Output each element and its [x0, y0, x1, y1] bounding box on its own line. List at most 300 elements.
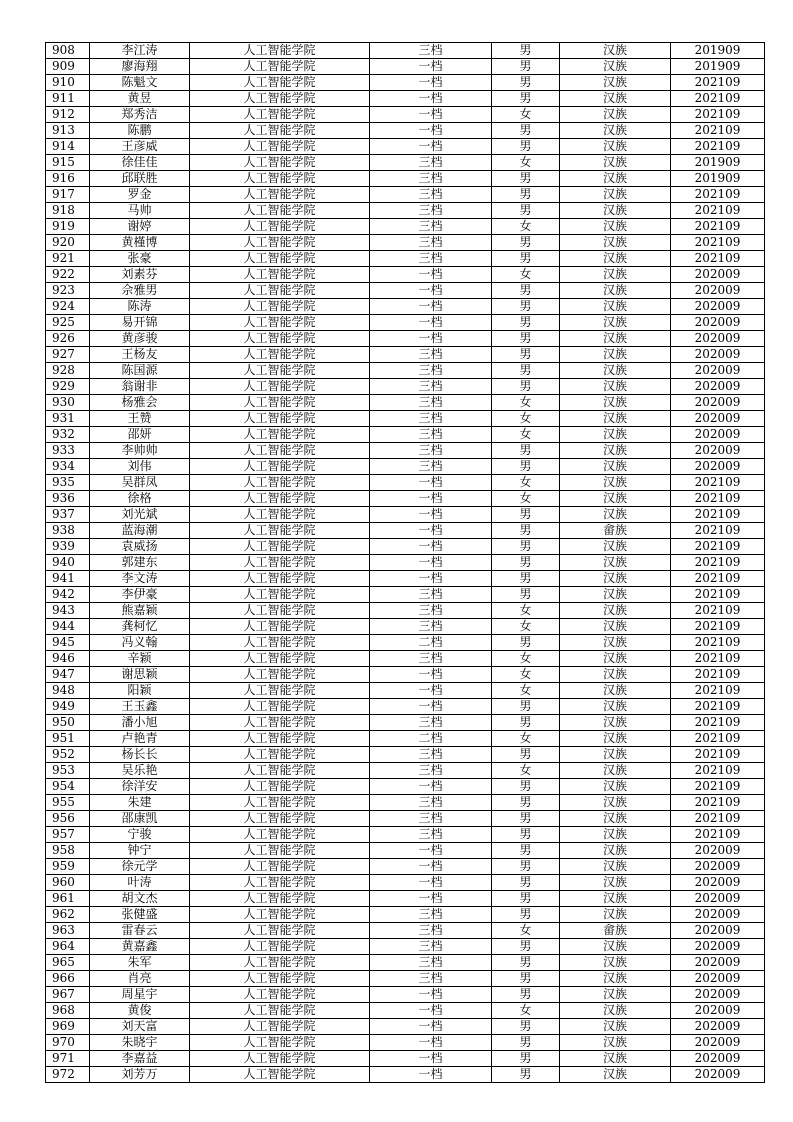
- enrollment-cell: 201909: [671, 59, 765, 75]
- table-row: [46, 923, 765, 939]
- enrollment-cell: 202109: [671, 779, 765, 795]
- ethnicity-cell: 汉族: [560, 155, 671, 171]
- ethnicity-cell: 汉族: [560, 219, 671, 235]
- name-cell: 王彦威: [90, 139, 190, 155]
- name-cell: 黄嘉鑫: [90, 939, 190, 955]
- gender-cell: 男: [492, 379, 560, 395]
- name-cell: 黄槿博: [90, 235, 190, 251]
- enrollment-cell: 202009: [671, 1003, 765, 1019]
- name-cell: 吴群凤: [90, 475, 190, 491]
- name-cell: 徐洋安: [90, 779, 190, 795]
- table-row: [46, 459, 765, 475]
- table-row: [46, 347, 765, 363]
- college-cell: 人工智能学院: [190, 171, 370, 187]
- college-cell: 人工智能学院: [190, 923, 370, 939]
- grade-level-cell: 三档: [370, 827, 492, 843]
- row-number-cell: 927: [46, 347, 90, 363]
- table-row: [46, 507, 765, 523]
- enrollment-cell: 202109: [671, 219, 765, 235]
- grade-level-cell: 一档: [370, 667, 492, 683]
- enrollment-cell: 201909: [671, 43, 765, 59]
- name-cell: 雷春云: [90, 923, 190, 939]
- row-number-cell: 961: [46, 891, 90, 907]
- college-cell: 人工智能学院: [190, 811, 370, 827]
- enrollment-cell: 202009: [671, 843, 765, 859]
- college-cell: 人工智能学院: [190, 1035, 370, 1051]
- gender-cell: 男: [492, 555, 560, 571]
- name-cell: 辛颖: [90, 651, 190, 667]
- row-number-cell: 909: [46, 59, 90, 75]
- name-cell: 谢婷: [90, 219, 190, 235]
- table-row: [46, 203, 765, 219]
- name-cell: 朱建: [90, 795, 190, 811]
- grade-level-cell: 三档: [370, 251, 492, 267]
- table-row: [46, 187, 765, 203]
- grade-level-cell: 三档: [370, 747, 492, 763]
- table-row: [46, 91, 765, 107]
- table-row: [46, 235, 765, 251]
- row-number-cell: 963: [46, 923, 90, 939]
- row-number-cell: 935: [46, 475, 90, 491]
- college-cell: 人工智能学院: [190, 491, 370, 507]
- table-row: [46, 363, 765, 379]
- enrollment-cell: 202009: [671, 379, 765, 395]
- college-cell: 人工智能学院: [190, 123, 370, 139]
- ethnicity-cell: 汉族: [560, 379, 671, 395]
- ethnicity-cell: 汉族: [560, 459, 671, 475]
- row-number-cell: 908: [46, 43, 90, 59]
- college-cell: 人工智能学院: [190, 779, 370, 795]
- name-cell: 钟宁: [90, 843, 190, 859]
- table-row: [46, 619, 765, 635]
- college-cell: 人工智能学院: [190, 75, 370, 91]
- gender-cell: 男: [492, 827, 560, 843]
- grade-level-cell: 二档: [370, 635, 492, 651]
- college-cell: 人工智能学院: [190, 875, 370, 891]
- college-cell: 人工智能学院: [190, 1019, 370, 1035]
- name-cell: 朱晓宇: [90, 1035, 190, 1051]
- gender-cell: 男: [492, 59, 560, 75]
- gender-cell: 男: [492, 859, 560, 875]
- name-cell: 熊嘉颖: [90, 603, 190, 619]
- gender-cell: 男: [492, 811, 560, 827]
- enrollment-cell: 202009: [671, 315, 765, 331]
- enrollment-cell: 202109: [671, 475, 765, 491]
- table-row: [46, 843, 765, 859]
- gender-cell: 女: [492, 683, 560, 699]
- table-row: [46, 651, 765, 667]
- grade-level-cell: 三档: [370, 459, 492, 475]
- college-cell: 人工智能学院: [190, 235, 370, 251]
- name-cell: 宁骏: [90, 827, 190, 843]
- row-number-cell: 942: [46, 587, 90, 603]
- college-cell: 人工智能学院: [190, 363, 370, 379]
- gender-cell: 女: [492, 667, 560, 683]
- college-cell: 人工智能学院: [190, 475, 370, 491]
- gender-cell: 男: [492, 795, 560, 811]
- college-cell: 人工智能学院: [190, 971, 370, 987]
- table-row: [46, 555, 765, 571]
- gender-cell: 女: [492, 427, 560, 443]
- name-cell: 叶涛: [90, 875, 190, 891]
- row-number-cell: 946: [46, 651, 90, 667]
- enrollment-cell: 202109: [671, 203, 765, 219]
- name-cell: 易开锦: [90, 315, 190, 331]
- grade-level-cell: 二档: [370, 731, 492, 747]
- grade-level-cell: 三档: [370, 619, 492, 635]
- row-number-cell: 945: [46, 635, 90, 651]
- college-cell: 人工智能学院: [190, 107, 370, 123]
- enrollment-cell: 202009: [671, 987, 765, 1003]
- ethnicity-cell: 汉族: [560, 779, 671, 795]
- gender-cell: 男: [492, 443, 560, 459]
- college-cell: 人工智能学院: [190, 315, 370, 331]
- enrollment-cell: 202109: [671, 715, 765, 731]
- gender-cell: 男: [492, 1051, 560, 1067]
- row-number-cell: 953: [46, 763, 90, 779]
- ethnicity-cell: 汉族: [560, 651, 671, 667]
- ethnicity-cell: 汉族: [560, 715, 671, 731]
- table-row: [46, 171, 765, 187]
- gender-cell: 男: [492, 1067, 560, 1083]
- gender-cell: 男: [492, 459, 560, 475]
- college-cell: 人工智能学院: [190, 955, 370, 971]
- gender-cell: 男: [492, 523, 560, 539]
- college-cell: 人工智能学院: [190, 523, 370, 539]
- enrollment-cell: 202009: [671, 939, 765, 955]
- table-row: [46, 667, 765, 683]
- table-row: [46, 379, 765, 395]
- college-cell: 人工智能学院: [190, 635, 370, 651]
- gender-cell: 男: [492, 203, 560, 219]
- gender-cell: 男: [492, 507, 560, 523]
- college-cell: 人工智能学院: [190, 43, 370, 59]
- college-cell: 人工智能学院: [190, 539, 370, 555]
- college-cell: 人工智能学院: [190, 795, 370, 811]
- grade-level-cell: 三档: [370, 187, 492, 203]
- table-row: [46, 443, 765, 459]
- table-row: [46, 491, 765, 507]
- table-row: [46, 827, 765, 843]
- grade-level-cell: 三档: [370, 219, 492, 235]
- row-number-cell: 941: [46, 571, 90, 587]
- ethnicity-cell: 汉族: [560, 251, 671, 267]
- grade-level-cell: 一档: [370, 91, 492, 107]
- gender-cell: 女: [492, 763, 560, 779]
- row-number-cell: 934: [46, 459, 90, 475]
- gender-cell: 男: [492, 843, 560, 859]
- enrollment-cell: 202009: [671, 1051, 765, 1067]
- table-row: [46, 987, 765, 1003]
- row-number-cell: 962: [46, 907, 90, 923]
- grade-level-cell: 一档: [370, 843, 492, 859]
- table-row: [46, 123, 765, 139]
- row-number-cell: 917: [46, 187, 90, 203]
- gender-cell: 男: [492, 587, 560, 603]
- name-cell: 徐格: [90, 491, 190, 507]
- row-number-cell: 957: [46, 827, 90, 843]
- name-cell: 李嘉益: [90, 1051, 190, 1067]
- gender-cell: 男: [492, 347, 560, 363]
- grade-level-cell: 一档: [370, 1051, 492, 1067]
- grade-level-cell: 三档: [370, 811, 492, 827]
- grade-level-cell: 一档: [370, 139, 492, 155]
- name-cell: 龚柯忆: [90, 619, 190, 635]
- table-row: [46, 539, 765, 555]
- grade-level-cell: 三档: [370, 923, 492, 939]
- ethnicity-cell: 汉族: [560, 1051, 671, 1067]
- gender-cell: 男: [492, 171, 560, 187]
- row-number-cell: 920: [46, 235, 90, 251]
- grade-level-cell: 一档: [370, 267, 492, 283]
- ethnicity-cell: 汉族: [560, 171, 671, 187]
- row-number-cell: 969: [46, 1019, 90, 1035]
- row-number-cell: 939: [46, 539, 90, 555]
- ethnicity-cell: 汉族: [560, 731, 671, 747]
- row-number-cell: 912: [46, 107, 90, 123]
- grade-level-cell: 一档: [370, 683, 492, 699]
- ethnicity-cell: 汉族: [560, 795, 671, 811]
- college-cell: 人工智能学院: [190, 395, 370, 411]
- college-cell: 人工智能学院: [190, 939, 370, 955]
- table-row: [46, 587, 765, 603]
- row-number-cell: 964: [46, 939, 90, 955]
- enrollment-cell: 202009: [671, 427, 765, 443]
- table-row: [46, 315, 765, 331]
- enrollment-cell: 202109: [671, 75, 765, 91]
- grade-level-cell: 一档: [370, 75, 492, 91]
- table-row: [46, 139, 765, 155]
- grade-level-cell: 一档: [370, 507, 492, 523]
- row-number-cell: 936: [46, 491, 90, 507]
- table-row: [46, 1019, 765, 1035]
- row-number-cell: 954: [46, 779, 90, 795]
- enrollment-cell: 202009: [671, 395, 765, 411]
- ethnicity-cell: 汉族: [560, 139, 671, 155]
- ethnicity-cell: 汉族: [560, 827, 671, 843]
- college-cell: 人工智能学院: [190, 443, 370, 459]
- gender-cell: 男: [492, 699, 560, 715]
- row-number-cell: 971: [46, 1051, 90, 1067]
- grade-level-cell: 一档: [370, 1067, 492, 1083]
- table-row: [46, 299, 765, 315]
- gender-cell: 女: [492, 267, 560, 283]
- enrollment-cell: 202109: [671, 507, 765, 523]
- ethnicity-cell: 汉族: [560, 971, 671, 987]
- ethnicity-cell: 汉族: [560, 699, 671, 715]
- row-number-cell: 937: [46, 507, 90, 523]
- gender-cell: 女: [492, 107, 560, 123]
- gender-cell: 男: [492, 939, 560, 955]
- enrollment-cell: 202109: [671, 731, 765, 747]
- ethnicity-cell: 汉族: [560, 571, 671, 587]
- gender-cell: 男: [492, 779, 560, 795]
- gender-cell: 女: [492, 411, 560, 427]
- enrollment-cell: 202109: [671, 699, 765, 715]
- table-row: [46, 603, 765, 619]
- row-number-cell: 925: [46, 315, 90, 331]
- name-cell: 佘雅男: [90, 283, 190, 299]
- gender-cell: 女: [492, 619, 560, 635]
- name-cell: 朱军: [90, 955, 190, 971]
- ethnicity-cell: 汉族: [560, 315, 671, 331]
- name-cell: 潘小旭: [90, 715, 190, 731]
- enrollment-cell: 202109: [671, 251, 765, 267]
- row-number-cell: 951: [46, 731, 90, 747]
- name-cell: 胡文杰: [90, 891, 190, 907]
- enrollment-cell: 202109: [671, 123, 765, 139]
- college-cell: 人工智能学院: [190, 411, 370, 427]
- grade-level-cell: 三档: [370, 603, 492, 619]
- enrollment-cell: 202109: [671, 491, 765, 507]
- grade-level-cell: 一档: [370, 299, 492, 315]
- row-number-cell: 949: [46, 699, 90, 715]
- row-number-cell: 915: [46, 155, 90, 171]
- enrollment-cell: 202109: [671, 603, 765, 619]
- row-number-cell: 924: [46, 299, 90, 315]
- ethnicity-cell: 汉族: [560, 955, 671, 971]
- name-cell: 黄彦骏: [90, 331, 190, 347]
- enrollment-cell: 202009: [671, 299, 765, 315]
- enrollment-cell: 201909: [671, 171, 765, 187]
- gender-cell: 男: [492, 235, 560, 251]
- name-cell: 廖海翔: [90, 59, 190, 75]
- table-row: [46, 107, 765, 123]
- college-cell: 人工智能学院: [190, 715, 370, 731]
- grade-level-cell: 三档: [370, 715, 492, 731]
- name-cell: 刘光斌: [90, 507, 190, 523]
- ethnicity-cell: 汉族: [560, 187, 671, 203]
- ethnicity-cell: 汉族: [560, 91, 671, 107]
- table-row: [46, 907, 765, 923]
- table-row: [46, 411, 765, 427]
- row-number-cell: 923: [46, 283, 90, 299]
- college-cell: 人工智能学院: [190, 571, 370, 587]
- name-cell: 王赞: [90, 411, 190, 427]
- college-cell: 人工智能学院: [190, 683, 370, 699]
- ethnicity-cell: 汉族: [560, 1019, 671, 1035]
- college-cell: 人工智能学院: [190, 843, 370, 859]
- gender-cell: 男: [492, 971, 560, 987]
- enrollment-cell: 202009: [671, 971, 765, 987]
- enrollment-cell: 201909: [671, 155, 765, 171]
- grade-level-cell: 三档: [370, 171, 492, 187]
- name-cell: 陈鹏: [90, 123, 190, 139]
- college-cell: 人工智能学院: [190, 379, 370, 395]
- ethnicity-cell: 汉族: [560, 747, 671, 763]
- name-cell: 黄昱: [90, 91, 190, 107]
- row-number-cell: 959: [46, 859, 90, 875]
- enrollment-cell: 202109: [671, 107, 765, 123]
- row-number-cell: 933: [46, 443, 90, 459]
- gender-cell: 女: [492, 155, 560, 171]
- enrollment-cell: 202009: [671, 267, 765, 283]
- enrollment-cell: 202109: [671, 827, 765, 843]
- name-cell: 邱联胜: [90, 171, 190, 187]
- ethnicity-cell: 汉族: [560, 907, 671, 923]
- ethnicity-cell: 汉族: [560, 1003, 671, 1019]
- gender-cell: 男: [492, 123, 560, 139]
- name-cell: 谢思颖: [90, 667, 190, 683]
- college-cell: 人工智能学院: [190, 763, 370, 779]
- row-number-cell: 944: [46, 619, 90, 635]
- table-row: [46, 523, 765, 539]
- table-row: [46, 75, 765, 91]
- gender-cell: 男: [492, 315, 560, 331]
- grade-level-cell: 一档: [370, 1003, 492, 1019]
- name-cell: 罗金: [90, 187, 190, 203]
- grade-level-cell: 一档: [370, 891, 492, 907]
- grade-level-cell: 一档: [370, 987, 492, 1003]
- row-number-cell: 930: [46, 395, 90, 411]
- enrollment-cell: 202109: [671, 747, 765, 763]
- ethnicity-cell: 汉族: [560, 363, 671, 379]
- enrollment-cell: 202109: [671, 619, 765, 635]
- grade-level-cell: 三档: [370, 971, 492, 987]
- row-number-cell: 943: [46, 603, 90, 619]
- table-row: [46, 811, 765, 827]
- name-cell: 陈国源: [90, 363, 190, 379]
- grade-level-cell: 一档: [370, 315, 492, 331]
- college-cell: 人工智能学院: [190, 651, 370, 667]
- ethnicity-cell: 汉族: [560, 235, 671, 251]
- table-row: [46, 859, 765, 875]
- name-cell: 肖亮: [90, 971, 190, 987]
- college-cell: 人工智能学院: [190, 251, 370, 267]
- row-number-cell: 947: [46, 667, 90, 683]
- gender-cell: 男: [492, 139, 560, 155]
- enrollment-cell: 202109: [671, 139, 765, 155]
- ethnicity-cell: 畲族: [560, 523, 671, 539]
- ethnicity-cell: 汉族: [560, 395, 671, 411]
- ethnicity-cell: 汉族: [560, 1067, 671, 1083]
- ethnicity-cell: 汉族: [560, 891, 671, 907]
- grade-level-cell: 三档: [370, 155, 492, 171]
- ethnicity-cell: 汉族: [560, 843, 671, 859]
- row-number-cell: 952: [46, 747, 90, 763]
- grade-level-cell: 一档: [370, 555, 492, 571]
- name-cell: 陈魁文: [90, 75, 190, 91]
- name-cell: 郭建东: [90, 555, 190, 571]
- name-cell: 李江涛: [90, 43, 190, 59]
- grade-level-cell: 一档: [370, 699, 492, 715]
- enrollment-cell: 202009: [671, 459, 765, 475]
- ethnicity-cell: 汉族: [560, 411, 671, 427]
- gender-cell: 男: [492, 91, 560, 107]
- grade-level-cell: 三档: [370, 363, 492, 379]
- ethnicity-cell: 汉族: [560, 267, 671, 283]
- enrollment-cell: 202009: [671, 907, 765, 923]
- college-cell: 人工智能学院: [190, 747, 370, 763]
- gender-cell: 男: [492, 283, 560, 299]
- enrollment-cell: 202109: [671, 587, 765, 603]
- name-cell: 袁威扬: [90, 539, 190, 555]
- name-cell: 王杨友: [90, 347, 190, 363]
- table-row: [46, 219, 765, 235]
- table-row: [46, 251, 765, 267]
- gender-cell: 女: [492, 1003, 560, 1019]
- ethnicity-cell: 汉族: [560, 811, 671, 827]
- college-cell: 人工智能学院: [190, 219, 370, 235]
- enrollment-cell: 202109: [671, 811, 765, 827]
- row-number-cell: 938: [46, 523, 90, 539]
- grade-level-cell: 三档: [370, 443, 492, 459]
- college-cell: 人工智能学院: [190, 1003, 370, 1019]
- ethnicity-cell: 汉族: [560, 347, 671, 363]
- ethnicity-cell: 汉族: [560, 507, 671, 523]
- table-row: [46, 971, 765, 987]
- ethnicity-cell: 汉族: [560, 619, 671, 635]
